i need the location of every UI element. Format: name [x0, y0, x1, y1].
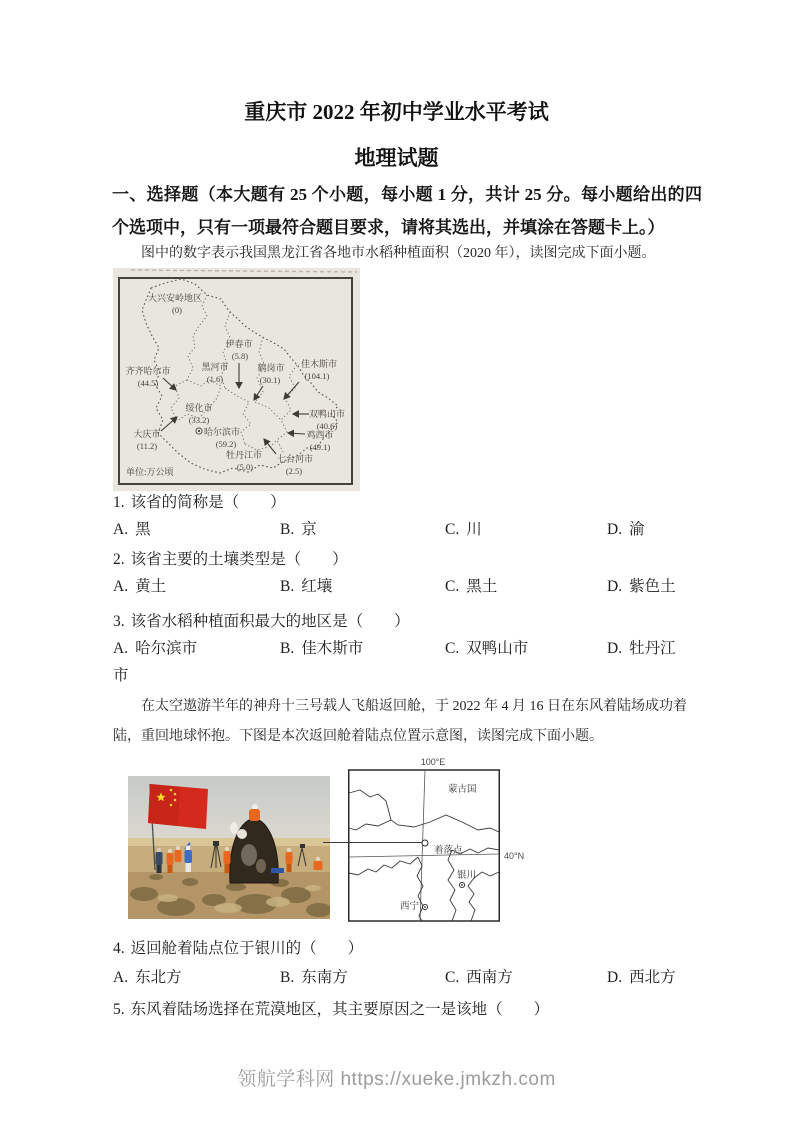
answer-option-b: B. 东南方: [280, 969, 348, 986]
svg-text:(11.2): (11.2): [136, 441, 158, 451]
svg-text:佳木斯市: 佳木斯市: [300, 359, 338, 369]
page-title: 重庆市 2022 年初中学业水平考试: [244, 100, 549, 124]
svg-text:(59.2): (59.2): [215, 439, 237, 449]
answer-option-d: D. 牡丹江市: [113, 640, 676, 684]
answer-option-c: C. 黑土: [445, 578, 498, 595]
svg-text:齐齐哈尔市: 齐齐哈尔市: [125, 366, 171, 376]
answer-option-c: C. 西南方: [445, 969, 513, 986]
answer-option-c: C. 双鸭山市: [445, 640, 529, 657]
svg-text:(2.5): (2.5): [285, 466, 303, 476]
svg-text:牡丹江市: 牡丹江市: [225, 450, 263, 460]
answer-option-b: B. 京: [280, 521, 317, 538]
answer-option-a: A. 黑: [113, 521, 151, 538]
question-text: 4. 返回舱着陆点位于银川的（ ）: [113, 940, 364, 957]
rice-planting-map-figure: [113, 268, 360, 491]
region-label: [306, 429, 333, 452]
intro-shenzhou-paragraph: 在太空遨游半年的神舟十三号载人飞船返回舱，于 2022 年 4 月 16 日在东风着陆场成功着陆，重回地球怀抱。下图是本次返回舱着陆点位置示意图，读图完成下面小题。: [113, 699, 687, 744]
question-5: [113, 996, 690, 1023]
intro-rice-paragraph: 图中的数字表示我国黑龙江省各地市水稻种植面积（2020 年），读图完成下面小题。: [141, 246, 656, 261]
question-options: [113, 635, 678, 689]
svg-text:哈尔滨市: 哈尔滨市: [204, 427, 241, 437]
landing-figures-row: [113, 754, 690, 922]
svg-text:鹤岗市: 鹤岗市: [257, 363, 285, 373]
svg-text:大兴安岭地区: 大兴安岭地区: [147, 293, 203, 303]
landing-point-marker: [422, 840, 428, 846]
question-2: [113, 546, 690, 600]
photo-to-map-connector-line: [323, 842, 422, 843]
svg-text:(49.1): (49.1): [309, 442, 331, 452]
svg-text:(40.6): (40.6): [316, 421, 338, 431]
svg-text:(33.2): (33.2): [188, 415, 210, 425]
map-unit-label: 单位:万公顷: [126, 467, 174, 477]
region-label: [133, 428, 160, 451]
parallel-label: 40°N: [504, 851, 525, 861]
question-options: [113, 573, 690, 600]
region-label: [277, 453, 313, 476]
svg-text:西宁: 西宁: [400, 902, 420, 912]
question-options: [113, 963, 690, 992]
svg-text:绥化市: 绥化市: [185, 403, 213, 413]
svg-text:(1.6): (1.6): [206, 374, 224, 384]
capsule-photo: [128, 776, 330, 919]
answer-option-a: A. 黄土: [113, 578, 167, 595]
page-subtitle: 地理试题: [354, 146, 439, 170]
svg-text:(0): (0): [172, 305, 182, 315]
region-label: [301, 358, 337, 381]
answer-option-d: D. 西北方: [607, 969, 676, 986]
region-label: [257, 362, 284, 385]
region-label: [204, 426, 240, 449]
horizon-band: [128, 838, 330, 846]
question-4: [113, 934, 690, 992]
country-label: 蒙古国: [448, 785, 477, 795]
svg-text:双鸭山市: 双鸭山市: [308, 409, 346, 419]
svg-text:(104.1): (104.1): [304, 371, 330, 381]
svg-text:(44.5): (44.5): [137, 378, 159, 388]
question-text: 2. 该省主要的土壤类型是（ ）: [113, 551, 348, 568]
landing-point-label: 着落点: [434, 846, 463, 856]
question-text: 1. 该省的简称是（ ）: [113, 494, 286, 511]
svg-text:大庆市: 大庆市: [133, 429, 161, 439]
answer-option-c: C. 川: [445, 521, 482, 538]
blue-tarp: [271, 868, 284, 873]
answer-option-b: B. 红壤: [280, 578, 333, 595]
question-text: 3. 该省水稻种植面积最大的地区是（ ）: [113, 613, 410, 630]
svg-text:黑河市: 黑河市: [201, 362, 229, 372]
region-label: [125, 365, 170, 388]
svg-text:(5.8): (5.8): [231, 351, 249, 361]
svg-text:七台河市: 七台河市: [276, 454, 314, 464]
region-label: [148, 292, 202, 315]
section-heading: 一、选择题（本大题有 25 个小题，每小题 1 分，共计 25 分。每小题给出的四个选项中，只有一项最符合题目要求，请将其选出，并填涂在答题卡上。）: [112, 185, 702, 237]
region-label: [225, 338, 252, 361]
answer-option-a: A. 哈尔滨市: [113, 640, 198, 657]
svg-text:(5.0): (5.0): [236, 462, 254, 472]
svg-text:(30.1): (30.1): [259, 375, 281, 385]
answer-option-b: B. 佳木斯市: [280, 640, 364, 657]
svg-text:银川: 银川: [457, 871, 477, 881]
question-3: [113, 608, 690, 689]
answer-option-a: A. 东北方: [113, 969, 182, 986]
capital-marker-icon: [196, 428, 202, 434]
region-label: [201, 361, 228, 384]
answer-option-d: D. 紫色土: [607, 578, 676, 595]
rice-planting-map: [113, 268, 360, 491]
scan-artifact-line: [131, 270, 357, 272]
svg-text:鸡西市: 鸡西市: [306, 430, 334, 440]
landing-site-map: [348, 754, 538, 922]
meridian-label: 100°E: [420, 757, 446, 767]
question-1: [113, 489, 690, 543]
watermark-footer: 领航学科网 https://xueke.jmkzh.com: [237, 1069, 556, 1090]
region-label: [309, 408, 345, 431]
answer-option-d: D. 渝: [607, 521, 645, 538]
china-flag: [148, 784, 208, 829]
region-label: [185, 402, 212, 425]
question-text: 5. 东风着陆场选择在荒漠地区，其主要原因之一是该地（ ）: [113, 1001, 550, 1018]
svg-text:伊春市: 伊春市: [225, 339, 253, 349]
question-options: [113, 516, 690, 543]
